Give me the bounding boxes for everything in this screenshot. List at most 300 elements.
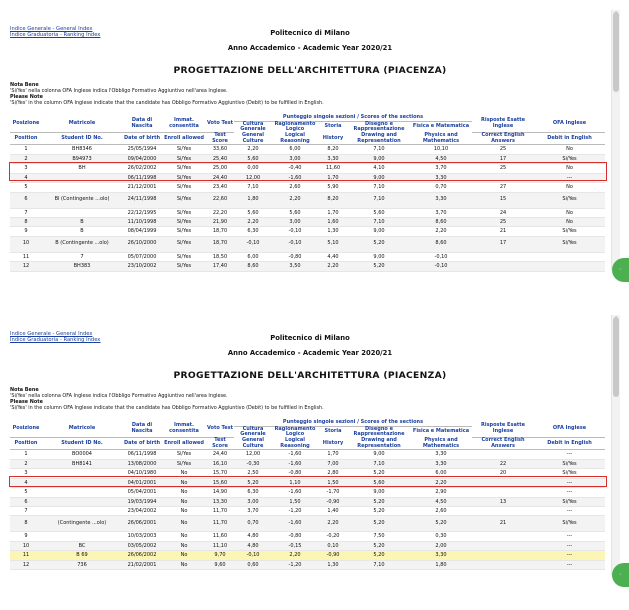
cell-position: 8 — [10, 217, 42, 226]
cell-history: -0,90 — [318, 497, 348, 506]
cell-history: 5,10 — [318, 236, 348, 252]
cell-student-id — [42, 183, 122, 192]
cell-birth-date: 26/10/2000 — [122, 236, 162, 252]
cell-english — [472, 262, 534, 271]
cell-position: 9 — [10, 532, 42, 541]
cell-drawing: 9,00 — [348, 154, 410, 163]
cell-enroll: No — [162, 469, 206, 478]
col-data-nascita: Data di Nascita — [122, 420, 162, 438]
cell-score: 33,60 — [206, 145, 234, 154]
cell-english: 15 — [472, 192, 534, 208]
col-ofa: OFA Inglese — [534, 115, 605, 133]
cell-history: 8,20 — [318, 192, 348, 208]
cell-culture: 12,00 — [234, 173, 272, 182]
col-correct: Correct English Answers — [472, 438, 534, 450]
cell-student-id: 7 — [42, 252, 122, 261]
cell-birth-date: 10/03/2003 — [122, 532, 162, 541]
cell-history: 5,90 — [318, 183, 348, 192]
col-posizione: Posizione — [10, 420, 42, 438]
cell-culture: 2,50 — [234, 469, 272, 478]
col-score: Test Score — [206, 438, 234, 450]
cell-student-id: BH383 — [42, 262, 122, 271]
cell-ofa: Si/Yes — [534, 154, 605, 163]
cell-student-id: Bl (Contingente ...olo) — [42, 192, 122, 208]
notes-block — [10, 82, 324, 106]
cell-ofa — [534, 252, 605, 261]
cell-enroll: No — [162, 532, 206, 541]
table-row — [10, 497, 605, 506]
cell-logic: -0,10 — [272, 227, 318, 236]
cell-logic: -1,60 — [272, 488, 318, 497]
cell-score: 16,10 — [206, 459, 234, 468]
cell-culture: 7,10 — [234, 183, 272, 192]
cell-enroll: Si/Yes — [162, 236, 206, 252]
general-index-link[interactable]: Indice Generale - General Index — [10, 331, 93, 337]
cell-score: 18,70 — [206, 227, 234, 236]
cell-student-id: BH8346 — [42, 145, 122, 154]
cell-position: 11 — [10, 252, 42, 261]
cell-logic: 3,00 — [272, 154, 318, 163]
cell-drawing: 9,00 — [348, 173, 410, 182]
university-title: Politecnico di Milano — [270, 334, 350, 342]
course-title: PROGETTAZIONE DELL'ARCHITETTURA (PIACENZA) — [173, 65, 447, 76]
nota-bene-title: Nota Bene — [10, 82, 39, 88]
cell-score: 11,10 — [206, 541, 234, 550]
cell-culture: 0,70 — [234, 516, 272, 532]
cell-physics: 3,30 — [410, 192, 472, 208]
cell-history: 2,80 — [318, 469, 348, 478]
cell-drawing: 7,10 — [348, 183, 410, 192]
col-ragionamento: Ragionamento Logico — [274, 120, 316, 133]
cell-enroll: Si/Yes — [162, 252, 206, 261]
cell-english — [472, 560, 534, 569]
scrollbar-thumb[interactable] — [613, 12, 619, 92]
cell-drawing: 7,10 — [348, 459, 410, 468]
cell-english: 21 — [472, 516, 534, 532]
cell-history: 1,70 — [318, 208, 348, 217]
table-row — [10, 252, 605, 261]
cell-history: 1,30 — [318, 560, 348, 569]
cell-physics: 3,70 — [410, 164, 472, 173]
cell-culture: -0,10 — [234, 551, 272, 560]
cell-logic: -1,60 — [272, 459, 318, 468]
cell-student-id: 736 — [42, 560, 122, 569]
cell-physics: 5,20 — [410, 516, 472, 532]
cell-ofa: --- — [534, 506, 605, 515]
ranking-index-link[interactable]: Indice Graduatoria - Ranking Index — [10, 337, 101, 344]
cell-ofa: Si/Yes — [534, 497, 605, 506]
cell-ofa: Si/Yes — [534, 227, 605, 236]
table-row — [10, 450, 605, 459]
cell-student-id: BH8141 — [42, 459, 122, 468]
cell-history: 11,60 — [318, 164, 348, 173]
please-note-title: Please Note — [10, 94, 43, 100]
nota-bene-text: 'Si/Yes' nella colonna OFA Inglese indica l'Obbligo Formativo Aggiuntivo nell'area Inglese. — [10, 88, 228, 94]
cell-score: 25,40 — [206, 154, 234, 163]
col-enroll: Enroll allowed — [162, 438, 206, 450]
cell-history: 1,60 — [318, 217, 348, 226]
table-row — [10, 488, 605, 497]
col-disegno: Disegno e Rappresentazione — [353, 425, 405, 438]
cell-enroll: No — [162, 541, 206, 550]
cell-culture: -0,30 — [234, 459, 272, 468]
cell-ofa: --- — [534, 478, 605, 487]
cell-drawing: 7,50 — [348, 532, 410, 541]
cell-english — [472, 488, 534, 497]
table-row — [10, 262, 605, 271]
cell-ofa: No — [534, 145, 605, 154]
cell-ofa: Si/Yes — [534, 236, 605, 252]
col-student-id: Student ID No. — [42, 438, 122, 450]
scrollbar[interactable] — [611, 10, 620, 270]
col-general-culture: General Culture — [234, 438, 272, 450]
col-disegno: Disegno e Rappresentazione — [353, 120, 405, 133]
col-position: Position — [10, 438, 42, 450]
general-index-link[interactable]: Indice Generale - General Index — [10, 26, 93, 32]
cell-birth-date: 26/06/2001 — [122, 516, 162, 532]
cell-position: 1 — [10, 145, 42, 154]
cell-drawing: 5,20 — [348, 516, 410, 532]
ranking-panel-bottom — [0, 305, 620, 610]
cell-birth-date: 22/12/1995 — [122, 208, 162, 217]
cell-english: 25 — [472, 217, 534, 226]
cell-ofa: Si/Yes — [534, 469, 605, 478]
cell-logic: -0,15 — [272, 541, 318, 550]
cell-score: 17,40 — [206, 262, 234, 271]
cell-ofa: No — [534, 208, 605, 217]
cell-physics: 4,50 — [410, 497, 472, 506]
cell-history: 1,40 — [318, 506, 348, 515]
cell-drawing: 5,20 — [348, 497, 410, 506]
cell-english: 24 — [472, 208, 534, 217]
col-logical: Logical Reasoning — [272, 133, 318, 145]
cell-drawing: 9,00 — [348, 450, 410, 459]
cell-ofa: Si/Yes — [534, 459, 605, 468]
cell-birth-date: 05/07/2000 — [122, 252, 162, 261]
cell-culture: 1,80 — [234, 192, 272, 208]
cell-score: 11,60 — [206, 532, 234, 541]
cell-enroll: No — [162, 551, 206, 560]
cell-score: 18,70 — [206, 236, 234, 252]
cell-student-id — [42, 208, 122, 217]
cell-position: 4 — [10, 173, 42, 182]
cell-history: 8,20 — [318, 145, 348, 154]
cell-position: 11 — [10, 551, 42, 560]
cell-english: 25 — [472, 145, 534, 154]
cell-culture: 0,00 — [234, 164, 272, 173]
col-debit: Debit in English — [534, 438, 605, 450]
col-physics: Physics and Mathematics — [410, 438, 472, 450]
table-row — [10, 227, 605, 236]
cell-logic: -1,20 — [272, 560, 318, 569]
cell-logic: 2,60 — [272, 183, 318, 192]
cell-birth-date: 23/10/2002 — [122, 262, 162, 271]
floating-action-button[interactable]: ◦ — [612, 563, 629, 587]
cell-score: 24,40 — [206, 173, 234, 182]
cell-student-id: B94973 — [42, 154, 122, 163]
cell-drawing: 7,10 — [348, 560, 410, 569]
col-score: Test Score — [206, 133, 234, 145]
cell-physics: 2,60 — [410, 506, 472, 515]
please-note-text: 'Si/Yes' in the column OFA Inglese indicate that the candidate has Obbligo Formativo Aggiuntivo (Debit) to be fulfilled in English. — [10, 100, 324, 106]
cell-drawing: 5,60 — [348, 478, 410, 487]
col-history: History — [318, 438, 348, 450]
cell-history: -0,90 — [318, 551, 348, 560]
cell-drawing: 5,20 — [348, 506, 410, 515]
cell-enroll: Si/Yes — [162, 262, 206, 271]
cell-birth-date: 09/04/2000 — [122, 154, 162, 163]
cell-enroll: Si/Yes — [162, 183, 206, 192]
cell-drawing: 9,00 — [348, 227, 410, 236]
cell-position: 5 — [10, 488, 42, 497]
cell-score: 11,70 — [206, 506, 234, 515]
cell-history: 0,10 — [318, 541, 348, 550]
cell-culture: 0,60 — [234, 560, 272, 569]
cell-physics: 1,80 — [410, 560, 472, 569]
cell-english: 22 — [472, 459, 534, 468]
cell-enroll: No — [162, 506, 206, 515]
cell-student-id — [42, 497, 122, 506]
col-fisica: Fisica e Matematica — [412, 428, 470, 435]
cell-drawing: 5,60 — [348, 208, 410, 217]
cell-history: 4,40 — [318, 252, 348, 261]
cell-birth-date: 03/05/2002 — [122, 541, 162, 550]
cell-score: 23,40 — [206, 183, 234, 192]
cell-position: 12 — [10, 262, 42, 271]
cell-logic: 5,60 — [272, 208, 318, 217]
col-risposte: Risposte Esatte Inglese — [472, 115, 534, 133]
cell-physics: 8,60 — [410, 217, 472, 226]
floating-action-button[interactable]: ◦ — [612, 258, 629, 282]
academic-year: Anno Accademico - Academic Year 2020/21 — [227, 349, 393, 357]
cell-logic: 1,10 — [272, 478, 318, 487]
cell-logic: -0,80 — [272, 252, 318, 261]
cell-enroll: Si/Yes — [162, 217, 206, 226]
cell-ofa: No — [534, 183, 605, 192]
cell-score: 9,70 — [206, 551, 234, 560]
cell-score: 25,00 — [206, 164, 234, 173]
cell-position: 10 — [10, 236, 42, 252]
cell-physics: 3,30 — [410, 450, 472, 459]
cell-culture: 6,30 — [234, 488, 272, 497]
cell-logic: -1,60 — [272, 450, 318, 459]
cell-ofa: --- — [534, 532, 605, 541]
cell-ofa: --- — [534, 450, 605, 459]
table-row — [10, 208, 605, 217]
cell-enroll: Si/Yes — [162, 145, 206, 154]
cell-english — [472, 541, 534, 550]
cell-physics: 3,70 — [410, 208, 472, 217]
table-row — [10, 192, 605, 208]
cell-score: 22,20 — [206, 208, 234, 217]
cell-drawing: 9,00 — [348, 252, 410, 261]
cell-english: 17 — [472, 236, 534, 252]
cell-enroll: No — [162, 488, 206, 497]
cell-birth-date: 13/08/2000 — [122, 459, 162, 468]
cell-birth-date: 06/11/1998 — [122, 173, 162, 182]
cell-drawing: 5,20 — [348, 236, 410, 252]
col-ofa: OFA Inglese — [534, 420, 605, 438]
cell-student-id: BO0004 — [42, 450, 122, 459]
course-title: PROGETTAZIONE DELL'ARCHITETTURA (PIACENZA) — [173, 370, 447, 381]
cell-history: -0,20 — [318, 532, 348, 541]
cell-position: 2 — [10, 154, 42, 163]
nota-bene-title: Nota Bene — [10, 387, 39, 393]
cell-culture: 4,80 — [234, 541, 272, 550]
cell-history: 1,50 — [318, 478, 348, 487]
cell-position: 6 — [10, 497, 42, 506]
cell-ofa: No — [534, 164, 605, 173]
col-date-birth: Date of birth — [122, 133, 162, 145]
col-correct: Correct English Answers — [472, 133, 534, 145]
cell-birth-date: 04/10/1980 — [122, 469, 162, 478]
col-voto: Voto Test — [206, 420, 234, 438]
cell-enroll: No — [162, 478, 206, 487]
cell-enroll: Si/Yes — [162, 450, 206, 459]
cell-score: 14,90 — [206, 488, 234, 497]
cell-enroll: Si/Yes — [162, 154, 206, 163]
col-storia: Storia — [324, 123, 342, 130]
cell-physics: -0,10 — [410, 252, 472, 261]
cell-history: -1,70 — [318, 488, 348, 497]
cell-student-id — [42, 488, 122, 497]
ranking-index-link[interactable]: Indice Graduatoria - Ranking Index — [10, 32, 101, 39]
highlight-box-rows-1-2 — [9, 162, 607, 181]
cell-student-id: B — [42, 217, 122, 226]
col-risposte: Risposte Esatte Inglese — [472, 420, 534, 438]
cell-physics: 10,10 — [410, 145, 472, 154]
table-row — [10, 217, 605, 226]
cell-culture: 5,20 — [234, 478, 272, 487]
cell-drawing: 9,00 — [348, 488, 410, 497]
cell-drawing: 7,10 — [348, 192, 410, 208]
cell-ofa: --- — [534, 488, 605, 497]
cell-birth-date: 24/11/1998 — [122, 192, 162, 208]
col-sections-group: Punteggio singole sezioni / Scores of the sections — [234, 420, 472, 426]
cell-culture: 5,60 — [234, 208, 272, 217]
cell-birth-date: 26/06/2002 — [122, 551, 162, 560]
cell-position: 5 — [10, 183, 42, 192]
cell-culture: 4,80 — [234, 532, 272, 541]
cell-score: 11,70 — [206, 516, 234, 532]
cell-drawing: 5,20 — [348, 469, 410, 478]
cell-birth-date: 06/11/1998 — [122, 450, 162, 459]
cell-enroll: No — [162, 497, 206, 506]
cell-position: 1 — [10, 450, 42, 459]
col-enroll: Enroll allowed — [162, 133, 206, 145]
cell-english: 27 — [472, 183, 534, 192]
col-logical: Logical Reasoning — [272, 438, 318, 450]
table-row — [10, 506, 605, 515]
cell-physics: 2,20 — [410, 478, 472, 487]
cell-logic: -0,80 — [272, 532, 318, 541]
cell-score: 22,60 — [206, 192, 234, 208]
cell-logic: 6,00 — [272, 145, 318, 154]
cell-drawing: 5,20 — [348, 551, 410, 560]
cell-student-id: BH — [42, 164, 122, 173]
col-storia: Storia — [324, 428, 342, 435]
table-row — [10, 541, 605, 550]
cell-english — [472, 551, 534, 560]
cell-student-id: BC — [42, 541, 122, 550]
cell-logic: 3,00 — [272, 217, 318, 226]
nota-bene-text: 'Si/Yes' nella colonna OFA Inglese indica l'Obbligo Formativo Aggiuntivo nell'area Inglese. — [10, 393, 228, 399]
cell-history: 7,00 — [318, 459, 348, 468]
cell-physics: 3,30 — [410, 551, 472, 560]
table-row — [10, 236, 605, 252]
col-matricole: Matricole — [42, 420, 122, 438]
cell-logic: -0,80 — [272, 469, 318, 478]
col-data-nascita: Data di Nascita — [122, 115, 162, 133]
table-row — [10, 183, 605, 192]
cell-student-id — [42, 506, 122, 515]
cell-enroll: Si/Yes — [162, 164, 206, 173]
please-note-title: Please Note — [10, 399, 43, 405]
cell-ofa: Si/Yes — [534, 516, 605, 532]
col-physics: Physics and Mathematics — [410, 133, 472, 145]
cell-physics: 0,70 — [410, 183, 472, 192]
cell-logic: -1,60 — [272, 173, 318, 182]
cell-culture: 6,30 — [234, 227, 272, 236]
cell-enroll: Si/Yes — [162, 208, 206, 217]
col-cultura: Cultura Generale — [240, 425, 266, 438]
university-title: Politecnico di Milano — [270, 29, 350, 37]
col-date-birth: Date of birth — [122, 438, 162, 450]
cell-ofa — [534, 262, 605, 271]
table-row — [10, 560, 605, 569]
cell-birth-date: 08/04/1999 — [122, 227, 162, 236]
cell-culture: 8,60 — [234, 262, 272, 271]
cell-physics: 2,20 — [410, 227, 472, 236]
cell-score: 15,70 — [206, 469, 234, 478]
cell-logic: 3,50 — [272, 262, 318, 271]
col-drawing: Drawing and Representation — [348, 133, 410, 145]
scrollbar[interactable] — [611, 315, 620, 575]
col-drawing: Drawing and Representation — [348, 438, 410, 450]
col-voto: Voto Test — [206, 115, 234, 133]
cell-enroll: No — [162, 560, 206, 569]
cell-score: 9,60 — [206, 560, 234, 569]
scrollbar-thumb[interactable] — [613, 317, 619, 397]
cell-student-id: B — [42, 227, 122, 236]
cell-english — [472, 450, 534, 459]
please-note-text: 'Si/Yes' in the column OFA Inglese indicate that the candidate has Obbligo Formativo Aggiuntivo (Debit) to be fulfilled in English. — [10, 405, 324, 411]
cell-english — [472, 532, 534, 541]
cell-enroll: Si/Yes — [162, 173, 206, 182]
table-row — [10, 516, 605, 532]
cell-physics: 8,60 — [410, 236, 472, 252]
cell-history: 1,70 — [318, 450, 348, 459]
cell-drawing: 5,20 — [348, 541, 410, 550]
cell-score: 15,60 — [206, 478, 234, 487]
table-row — [10, 532, 605, 541]
cell-ofa: --- — [534, 560, 605, 569]
cell-ofa: Si/Yes — [534, 192, 605, 208]
cell-drawing: 4,10 — [348, 164, 410, 173]
cell-drawing: 5,20 — [348, 262, 410, 271]
table-row — [10, 145, 605, 154]
col-student-id: Student ID No. — [42, 133, 122, 145]
cell-physics: 2,00 — [410, 541, 472, 550]
cell-history: 2,20 — [318, 262, 348, 271]
cell-ofa: --- — [534, 551, 605, 560]
cell-student-id: B (Contingente ...olo) — [42, 236, 122, 252]
col-sections-group: Punteggio singole sezioni / Scores of the sections — [234, 115, 472, 121]
cell-score: 21,90 — [206, 217, 234, 226]
col-debit: Debit in English — [534, 133, 605, 145]
cell-birth-date: 26/02/2002 — [122, 164, 162, 173]
cell-ofa: --- — [534, 541, 605, 550]
